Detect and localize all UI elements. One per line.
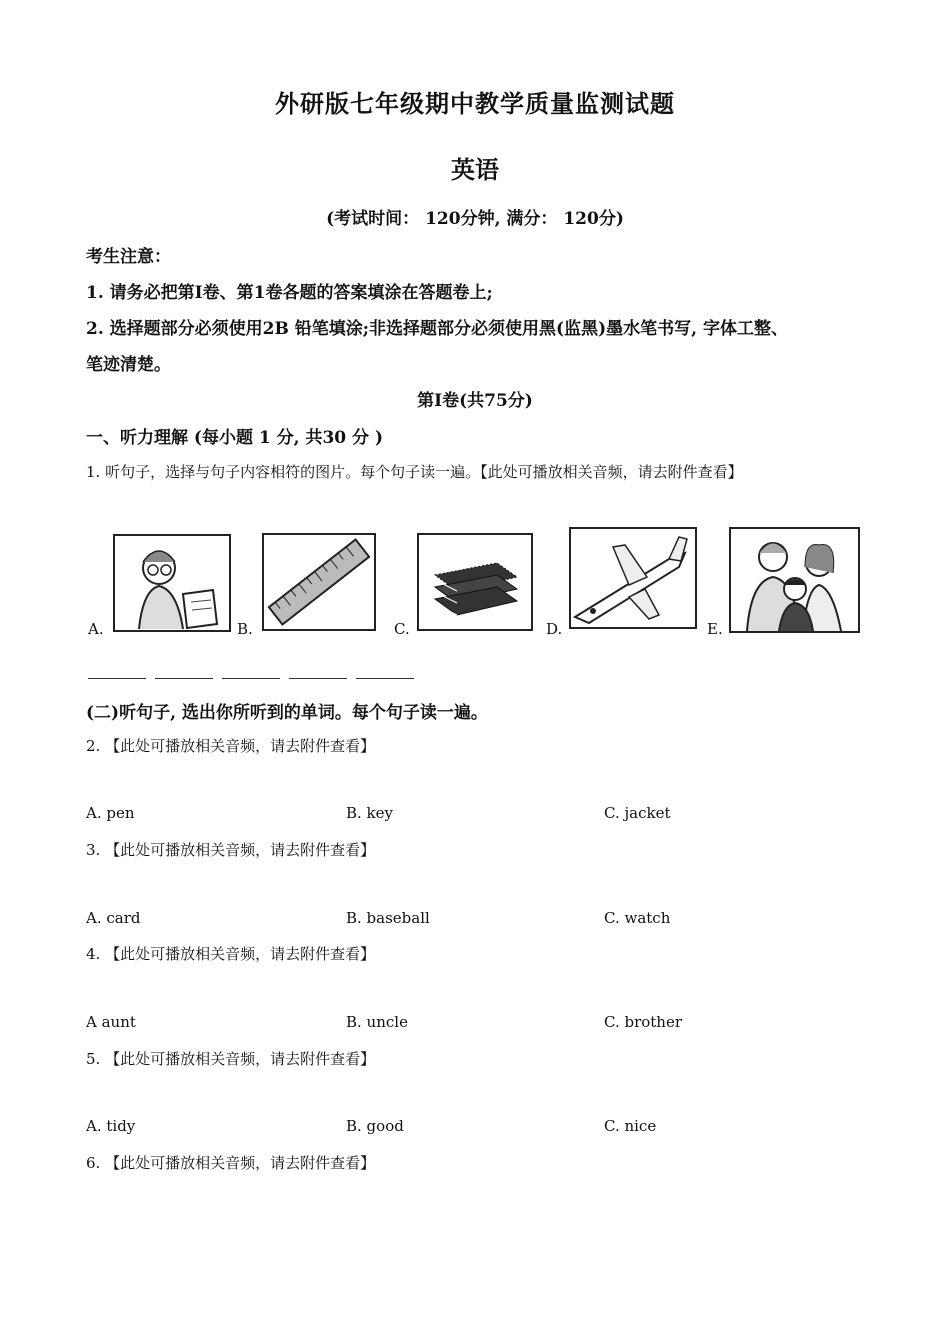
question-3-option-c[interactable]: C. watch xyxy=(604,909,671,927)
notice-line-2a: 2. 选择题部分必须使用2B 铅笔填涂;非选择题部分必须使用黑(监黑)墨水笔书写, 字体工整、 xyxy=(86,319,788,339)
picture-label-d: D. xyxy=(546,620,563,638)
question-2-stem: 2. 【此处可播放相关音频，请去附件查看】 xyxy=(86,737,376,755)
answer-blank-4[interactable] xyxy=(289,678,347,679)
airplane-icon xyxy=(569,527,697,629)
question-4-option-a[interactable]: A aunt xyxy=(86,1013,136,1031)
page-title: 外研版七年级期中教学质量监测试题 xyxy=(275,89,675,118)
question-2-option-c[interactable]: C. jacket xyxy=(604,804,671,822)
question-4-stem: 4. 【此处可播放相关音频，请去附件查看】 xyxy=(86,945,376,963)
question-5-option-c[interactable]: C. nice xyxy=(604,1117,657,1135)
section-1-heading: 一、听力理解 (每小题 1 分, 共30 分 ) xyxy=(86,428,384,448)
family-icon xyxy=(729,527,860,633)
notice-line-1: 1. 请务必把第I卷、第1卷各题的答案填涂在答题卷上; xyxy=(86,283,493,303)
woman-reading-icon xyxy=(113,534,231,632)
question-2-option-b[interactable]: B. key xyxy=(346,804,393,822)
question-6-stem: 6. 【此处可播放相关音频，请去附件查看】 xyxy=(86,1154,376,1172)
notice-heading: 考生注意： xyxy=(86,247,171,267)
picture-label-a: A. xyxy=(88,620,104,638)
question-3-stem: 3. 【此处可播放相关音频，请去附件查看】 xyxy=(86,841,376,859)
part-heading: 第I卷(共75分) xyxy=(417,391,533,411)
question-5-option-b[interactable]: B. good xyxy=(346,1117,404,1135)
answer-blank-3[interactable] xyxy=(222,678,280,679)
question-3-option-a[interactable]: A. card xyxy=(86,909,141,927)
question-5-stem: 5. 【此处可播放相关音频，请去附件查看】 xyxy=(86,1050,376,1068)
question-3-option-b[interactable]: B. baseball xyxy=(346,909,430,927)
picture-label-b: B. xyxy=(237,620,253,638)
subject-title: 英语 xyxy=(451,155,499,184)
picture-label-c: C. xyxy=(394,620,410,638)
answer-blank-5[interactable] xyxy=(356,678,414,679)
question-1-stem: 1. 听句子，选择与句子内容相符的图片。每个句子读一遍。【此处可播放相关音频，请去附件查看】 xyxy=(86,463,743,481)
section-2-heading: (二)听句子, 选出你所听到的单词。每个句子读一遍。 xyxy=(86,703,488,723)
picture-label-e: E. xyxy=(707,620,723,638)
exam-info: (考试时间： 120分钟, 满分： 120分) xyxy=(326,209,624,229)
question-5-option-a[interactable]: A. tidy xyxy=(86,1117,136,1135)
answer-blank-1[interactable] xyxy=(88,678,146,679)
question-4-option-c[interactable]: C. brother xyxy=(604,1013,683,1031)
notice-line-2b: 笔迹清楚。 xyxy=(86,355,171,375)
question-4-option-b[interactable]: B. uncle xyxy=(346,1013,408,1031)
question-2-option-a[interactable]: A. pen xyxy=(86,804,135,822)
books-stack-icon xyxy=(417,533,533,631)
answer-blank-2[interactable] xyxy=(155,678,213,679)
ruler-icon xyxy=(262,533,376,631)
